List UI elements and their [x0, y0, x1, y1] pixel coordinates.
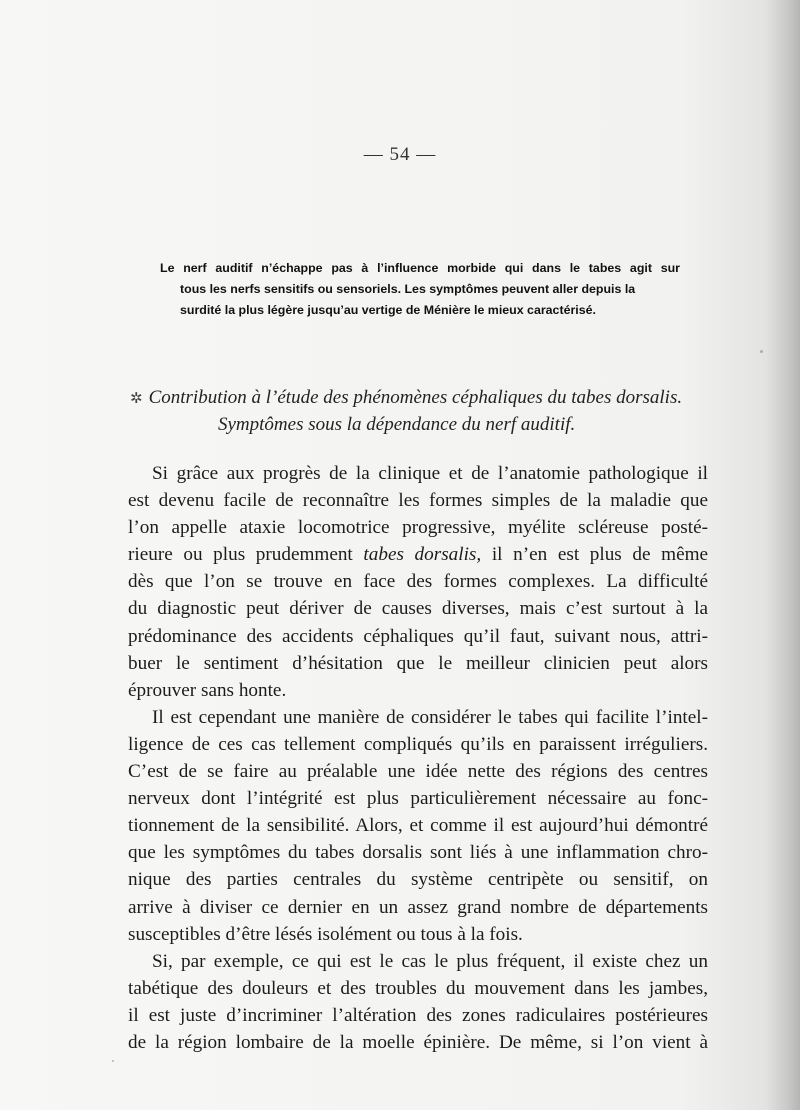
text-line: que les symptômes du tabes dorsalis sont liés à une inflammation chro-	[128, 842, 708, 864]
text-line: Si, par exemple, ce qui est le cas le plus fréquent, il existe chez un	[152, 950, 708, 972]
text-line: dès que l’on se trouve en face des formes complexes. La difficulté	[128, 571, 708, 593]
text-line: buer le sentiment d’hésitation que le meilleur clinicien peut alors	[128, 652, 708, 674]
text-line: ligence de ces cas tellement compliqués qu’ils en paraissent irréguliers.	[128, 733, 708, 755]
text-line: tionnement de la sensibilité. Alors, et comme il est aujourd’hui démontré	[128, 815, 708, 837]
abstract-summary	[160, 258, 680, 321]
text-line: tabétique des douleurs et des troubles du mouvement dans les jambes,	[128, 977, 708, 999]
page-edge-shadow	[766, 0, 800, 1110]
text-line: C’est de se faire au préalable une idée nette des régions des centres	[128, 761, 708, 783]
asterism-icon: ✲	[130, 391, 143, 407]
text-line: est devenu facile de reconnaître les formes simples de la maladie que	[128, 490, 708, 512]
text-line: susceptibles d’être lésés isolément ou tous à la fois.	[128, 923, 523, 945]
text-line: de la région lombaire de la moelle épinière. De même, si l’on vient à	[128, 1031, 708, 1053]
section-title	[130, 385, 720, 438]
paper-speck	[112, 1060, 114, 1062]
text-line	[128, 541, 708, 568]
paper-speck	[760, 350, 763, 353]
abstract-line: surdité la plus légère jusqu’au vertige de Ménière le mieux caractérisé.	[180, 303, 596, 317]
section-title-line-1: Contribution à l’étude des phénomènes céphaliques du tabes dorsalis.	[148, 387, 683, 408]
page-number: — 54 —	[363, 144, 437, 165]
text-line: du diagnostic peut dériver de causes diverses, mais c’est surtout à la	[128, 598, 708, 620]
body-text	[128, 460, 708, 1056]
abstract-line: tous les nerfs sensitifs ou sensoriels. Les symptômes peuvent aller depuis la	[180, 282, 636, 296]
text-fragment: il n’en est plus de même	[491, 544, 709, 566]
italic-term: tabes dorsalis,	[363, 544, 482, 566]
text-line: l’on appelle ataxie locomotrice progressive, myélite scléreuse posté-	[128, 517, 708, 539]
text-line: éprouver sans honte.	[128, 679, 287, 701]
text-line: il est juste d’incriminer l’altération des zones radiculaires postérieures	[128, 1004, 708, 1026]
text-line: nerveux dont l’intégrité est plus particulièrement nécessaire au fonc-	[128, 788, 708, 810]
abstract-line: Le nerf auditif n’échappe pas à l’influence morbide qui dans le tabes agit sur	[160, 261, 680, 275]
text-line: Si grâce aux progrès de la clinique et de l’anatomie pathologique il	[152, 463, 708, 484]
text-fragment: rieure ou plus prudemment	[128, 544, 353, 566]
text-line: Il est cependant une manière de considérer le tabes qui facilite l’intel-	[152, 706, 708, 728]
text-line: arrive à diviser ce dernier en un assez grand nombre de départements	[128, 896, 708, 918]
text-line: prédominance des accidents céphaliques qu’il faut, suivant nous, attri-	[128, 625, 708, 647]
section-title-line-2: Symptômes sous la dépendance du nerf auditif.	[218, 414, 576, 435]
text-line: nique des parties centrales du système centripète ou sensitif, on	[128, 869, 708, 891]
